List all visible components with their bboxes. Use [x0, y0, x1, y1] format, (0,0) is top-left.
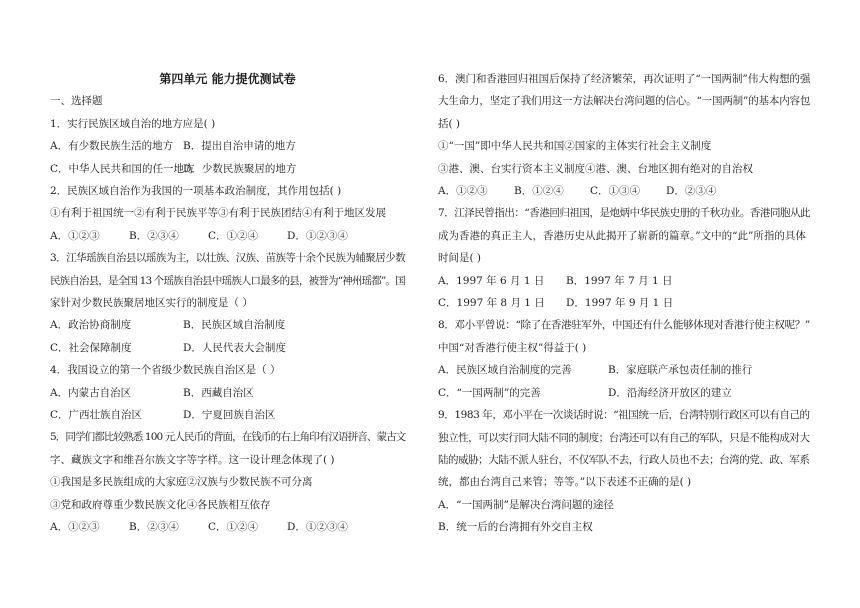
- option-c: C．①②④: [208, 229, 259, 242]
- option-b: B．②③④: [129, 521, 179, 534]
- question-9-option-b: B．统一后的台湾拥有外交自主权: [438, 521, 593, 534]
- question-9-stem-line-2: 独立性，可以实行同大陆不同的制度；台湾还可以有自己的军队，只是不能构成对大: [438, 431, 810, 444]
- option-a: A．①②③: [50, 229, 100, 242]
- question-4-stem: 4．我国设立的第一个省级少数民族自治区是（ ）: [50, 364, 281, 377]
- option-c: C．“一国两制”的完善: [438, 386, 541, 399]
- option-a: A．民族区域自治制度的完善: [438, 364, 572, 377]
- question-6-stem-line-1: 6．澳门和香港回归祖国后保持了经济繁荣，再次证明了“一国两制”伟大构想的强: [438, 73, 811, 85]
- option-c: C．①②④: [208, 521, 259, 534]
- question-9-stem-line-3: 陆的威胁；大陆不派人驻台，不仅军队不去，行政人员也不去；台湾的党、政、军系: [438, 453, 810, 466]
- option-a: A．有少数民族生活的地方: [50, 140, 174, 153]
- option-c: C．社会保障制度: [50, 341, 132, 354]
- option-b: B．民族区域自治制度: [183, 319, 286, 332]
- option-b: B．①②④: [514, 185, 564, 198]
- question-5-stem-line-2: 字、藏族文字和维吾尔族文字等字样。这一设计理念体现了( ): [50, 453, 335, 466]
- option-b: B．西藏自治区: [183, 386, 254, 399]
- question-1-stem: 1．实行民族区域自治的地方应是( ): [50, 117, 216, 130]
- question-7-options-row-2: [438, 292, 810, 314]
- option-c: C．中华人民共和国的任一地方: [50, 162, 195, 175]
- option-a: A．1997 年 6 月 1 日: [438, 274, 545, 287]
- question-5-items-line-2: ③党和政府尊重少数民族文化④各民族相互依存: [50, 498, 271, 511]
- question-6-stem-line-3: 括( ): [438, 117, 461, 130]
- option-d: D．宁夏回族自治区: [183, 409, 276, 422]
- question-9-stem-line-1: 9．1983 年，邓小平在一次谈话时说：“祖国统一后，台湾特别行政区可以有自己的: [438, 409, 810, 422]
- question-3-options-row-2: [50, 337, 405, 359]
- question-6-stem-line-2: 大生命力，坚定了我们用这一方法解决台湾问题的信心。“一国两制”的基本内容包: [438, 95, 811, 108]
- question-7-options-row-1: [438, 270, 810, 292]
- option-b: B．家庭联产承包责任制的推行: [608, 364, 753, 377]
- question-3-stem-line-1: 3．江华瑶族自治县以瑶族为主，以壮族、汉族、苗族等十余个民族为辅聚居少数: [50, 252, 406, 265]
- option-d: D．沿海经济开放区的建立: [608, 386, 732, 399]
- question-9-option-a: A．“一国两制”是解决台湾问题的途径: [438, 498, 614, 511]
- option-a: A．内蒙古自治区: [50, 386, 132, 399]
- option-a: A．政治协商制度: [50, 319, 132, 332]
- question-2-options: [50, 225, 405, 247]
- question-9-stem-line-4: 统，都由台湾自己来管；等等。”以下表述不正确的是( ): [438, 476, 692, 489]
- option-b: B．提出自治申请的地方: [183, 140, 296, 153]
- question-3-stem-line-3: 家针对少数民族聚居地区实行的制度是（ ）: [50, 297, 253, 310]
- option-b: B．②③④: [129, 229, 179, 242]
- option-c: C．广西壮族自治区: [50, 409, 143, 422]
- page-title: 第四单元 能力提优测试卷: [159, 72, 296, 86]
- right-column: [438, 68, 810, 539]
- option-a: A．①②③: [50, 521, 100, 534]
- question-2-stem: 2．民族区域自治作为我国的一项基本政治制度，其作用包括( ): [50, 185, 342, 198]
- option-d: D．1997 年 9 月 1 日: [566, 297, 674, 310]
- question-5-items-line-1: ①我国是多民族组成的大家庭②汉族与少数民族不可分离: [50, 476, 313, 489]
- question-7-stem-line-2: 成为香港的真正主人，香港历史从此揭开了崭新的篇章。”文中的“此”所指的具体: [438, 229, 806, 242]
- question-8-stem-line-2: 中国“对香港行使主权”得益于( ): [438, 341, 587, 354]
- option-d: D．②③④: [666, 185, 717, 198]
- option-b: B．1997 年 7 月 1 日: [566, 274, 673, 287]
- option-d: D．①②③④: [287, 229, 348, 242]
- question-6-options: [438, 180, 810, 202]
- question-6-items-line-2: ③港、澳、台实行资本主义制度④港、澳、台地区拥有绝对的自治权: [438, 162, 753, 175]
- section-heading: 一、选择题: [50, 95, 103, 108]
- option-c: C．①③④: [590, 185, 641, 198]
- question-1-options-row-2: [50, 158, 405, 180]
- option-d: D．人民代表大会制度: [183, 341, 286, 354]
- question-4-options-row-1: [50, 382, 405, 404]
- question-4-options-row-2: [50, 404, 405, 426]
- question-5-stem-line-1: 5．同学们都比较熟悉 100 元人民币的背面，在钱币的右上角印有汉语拼音、蒙古文: [50, 431, 406, 444]
- option-a: A．①②③: [438, 185, 488, 198]
- option-d: D．少数民族聚居的地方: [183, 162, 297, 175]
- left-column: [50, 68, 405, 539]
- question-8-stem-line-1: 8．邓小平曾说：“除了在香港驻军外，中国还有什么能够体现对香港行使主权呢？”: [438, 319, 810, 332]
- question-3-options-row-1: [50, 314, 405, 336]
- option-d: D．①②③④: [287, 521, 348, 534]
- question-8-options-row-2: [438, 382, 810, 404]
- question-7-stem-line-1: 7．江泽民曾指出：“香港回归祖国，是炮炳中华民族史册的千秋功业。香港同胞从此: [438, 207, 811, 220]
- question-6-items-line-1: ①“一国”即中华人民共和国②国家的主体实行社会主义制度: [438, 140, 712, 153]
- question-3-stem-line-2: 民族自治县，是全国 13 个瑶族自治县中瑶族人口最多的县，被誉为“神州瑶都”。国: [50, 274, 405, 287]
- question-7-stem-line-3: 时间是( ): [438, 252, 482, 265]
- option-c: C．1997 年 8 月 1 日: [438, 297, 545, 310]
- question-5-options: [50, 516, 405, 538]
- question-2-items: ①有利于祖国统一②有利于民族平等③有利于民族团结④有利于地区发展: [50, 207, 386, 220]
- question-8-options-row-1: [438, 359, 810, 381]
- question-1-options-row-1: [50, 135, 405, 157]
